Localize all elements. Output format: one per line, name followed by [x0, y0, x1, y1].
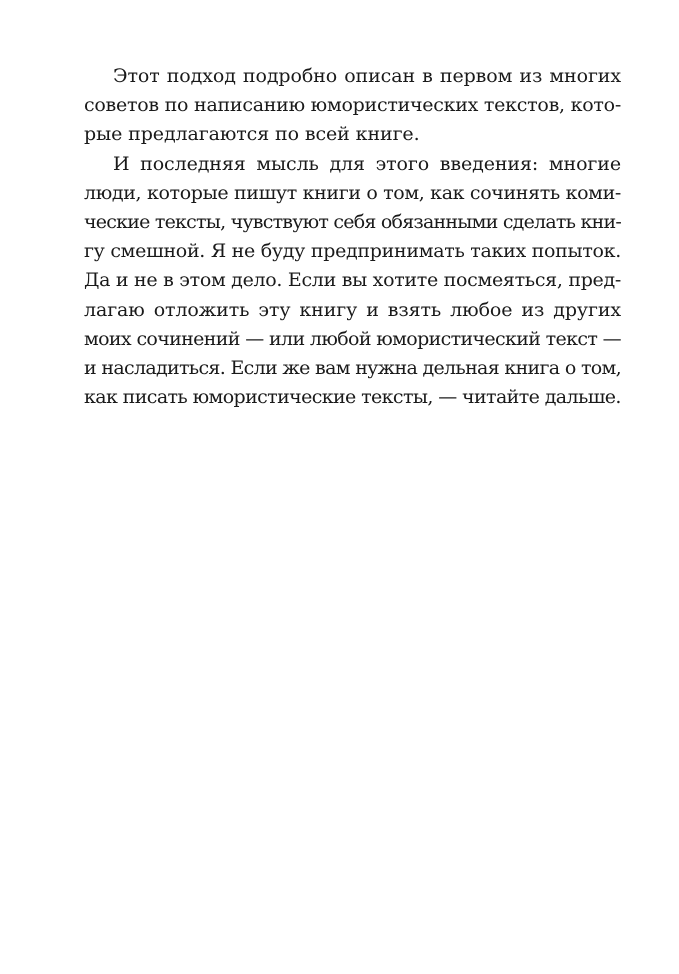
text-line: И последняя мысль для этого введения: многие [113, 152, 621, 175]
text-line: ческие тексты, чувствуют себя обязанными сделать кни- [84, 210, 621, 233]
paragraph-1 [84, 62, 621, 150]
text-line: люди, которые пишут книги о том, как сочинять коми- [84, 181, 621, 204]
text-line: и насладиться. Если же вам нужна дельная книга о том, [84, 356, 621, 379]
text-line: как писать юмористические тексты, — читайте дальше. [84, 386, 621, 409]
text-line: лагаю отложить эту книгу и взять любое из других [84, 298, 621, 321]
text-line: гу смешной. Я не буду предпринимать таких попыток. [84, 240, 621, 263]
text-line: моих сочинений — или любой юмористический текст — [84, 327, 621, 350]
text-line: рые предлагаются по всей книге. [84, 123, 420, 146]
paragraph-2 [84, 150, 621, 413]
body-text [84, 62, 621, 412]
text-line: Да и не в этом дело. Если вы хотите посмеяться, пред- [84, 269, 621, 292]
text-line: Этот подход подробно описан в первом из многих [113, 65, 621, 87]
text-line: советов по написанию юмористических текстов, кото- [84, 94, 621, 117]
